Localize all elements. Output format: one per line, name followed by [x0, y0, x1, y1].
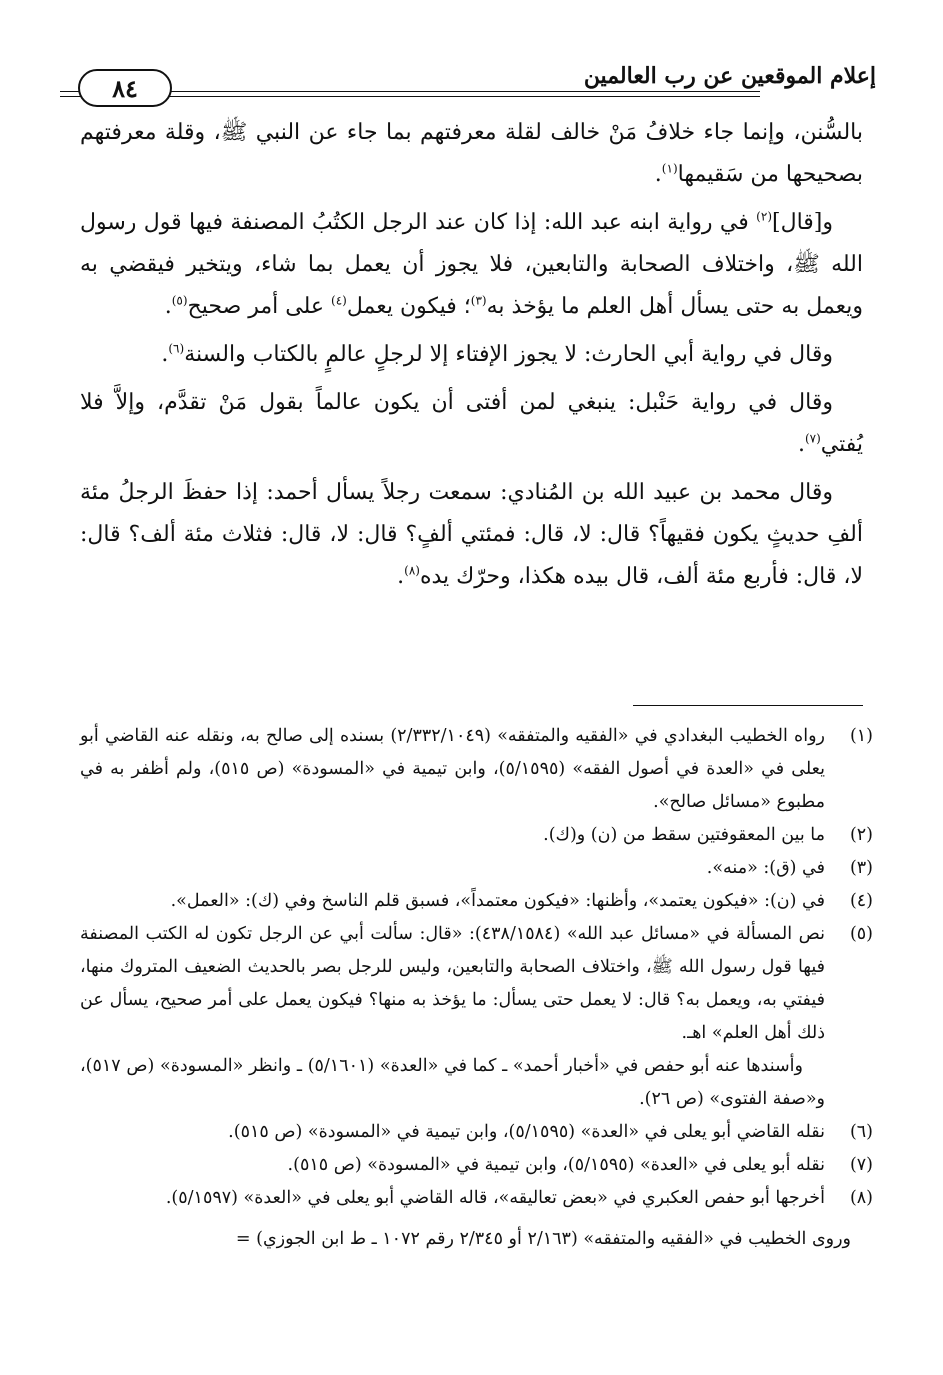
footnote-ref: (١): [661, 161, 678, 176]
footnote-number: (٥): [849, 924, 873, 944]
footnote-number: (١): [849, 726, 873, 746]
footnote-5-continuation: وأسندها عنه أبو حفص في «أخبار أحمد» ـ كما في «العدة» (٥/١٦٠١) ـ وانظر «المسودة» (ص ٥١٧)، و«صفة الفتوى» (ص ٢٦).: [80, 1056, 825, 1109]
footnote-1: [80, 720, 873, 819]
paragraph-text: وقال محمد بن عبيد الله بن المُنادي: سمعت رجلاً يسأل أحمد: إذا حفظَ الرجلُ مئة ألفِ حديثٍ يكون فقيهاً؟ قال: لا، قال: فمئتي ألفٍ؟ قال: لا، قال: فثلاث مئة ألف؟ قال: لا، قال: فأربع مئة ألف، قال بيده هكذا، وحرّك يده: [80, 480, 863, 589]
page-number: ٨٤: [78, 69, 172, 107]
footnote-ref: (٦): [168, 341, 185, 356]
paragraph-2: و[قال]$^{(٢)}$ في رواية ابنه عبد الله: إذا كان عند الرجل الكتُبُ المصنفة فيها قول رسول الله ﷺ، واختلاف الصحابة والتابعين، فلا يجوز أن يعمل بما شاء، ويتخير فيقضي به ويعمل به حتى يسأل أهل العلم ما يؤخذ به$^{(٣)}$؛ فيكون يعمل$^{(٤)}$ على أمر صحيح$^{(٥)}$.: [80, 209, 863, 319]
footnote-separator: [633, 705, 863, 706]
footnote-continued-note: وروى الخطيب في «الفقيه والمتفقه» (٢/١٦٣ أو ٢/٣٤٥ رقم ١٠٧٢ ـ ط ابن الجوزي) =: [235, 1229, 851, 1249]
footnote-2: [80, 819, 873, 852]
footnote-ref: (٥): [171, 293, 188, 308]
paragraph-text: بالسُّنن، وإنما جاء خلافُ مَنْ خالف لقلة معرفتهم بما جاء عن النبي ﷺ، وقلة معرفتهم بصحيحها من سَقيمها: [80, 120, 863, 187]
footnote-8: [80, 1182, 873, 1215]
footnote-number: (٦): [849, 1122, 873, 1142]
running-title: إعلام الموقعين عن رب العالمين: [583, 63, 876, 89]
paragraph-4: وقال في رواية حَنْبل: ينبغي لمن أفتى أن يكون عالماً بقول مَنْ تقدَّم، وإلاَّ فلا يُفتي$^{(٧)}$.: [80, 390, 863, 457]
footnote-4: [80, 885, 873, 918]
footnote-text: نقله أبو يعلى في «العدة» (٥/١٥٩٥)، وابن تيمية في «المسودة» (ص ٥١٥).: [287, 1155, 825, 1175]
footnote-text: في (ق): «منه».: [706, 858, 825, 878]
paragraph-5: وقال محمد بن عبيد الله بن المُنادي: سمعت رجلاً يسأل أحمد: إذا حفظَ الرجلُ مئة ألفِ حديثٍ يكون فقيهاً؟ قال: لا، قال: فمئتي ألفٍ؟ قال: لا، قال: فثلاث مئة ألف؟ قال: لا، قال: فأربع مئة ألف، قال بيده هكذا، وحرّك يده$^{(٨)}$.: [80, 480, 863, 589]
footnote-number: (٤): [849, 891, 873, 911]
footnote-text: في (ن): «فيكون يعتمد»، وأظنها: «فيكون معتمداً»، فسبق قلم الناسخ وفي (ك): «العمل».: [170, 891, 825, 911]
footnote-number: (٨): [849, 1188, 873, 1208]
footnote-text: ما بين المعقوفتين سقط من (ن) و(ك).: [543, 825, 825, 845]
footnotes: [80, 720, 873, 1256]
footnote-ref: (٨): [404, 563, 420, 578]
footnote-ref: (٣): [470, 293, 487, 308]
footnote-ref: (٧): [804, 431, 821, 446]
footnote-3: [80, 852, 873, 885]
footnote-7: [80, 1149, 873, 1182]
paragraph-1: بالسُّنن، وإنما جاء خلافُ مَنْ خالف لقلة معرفتهم بما جاء عن النبي ﷺ، وقلة معرفتهم بصحيحها من سَقيمها$^{(١)}$.: [80, 120, 863, 187]
paragraph-3: وقال في رواية أبي الحارث: لا يجوز الإفتاء إلا لرجلٍ عالمٍ بالكتاب والسنة$^{(٦)}$.: [161, 341, 833, 367]
main-text: [80, 112, 863, 604]
footnote-text: نقله القاضي أبو يعلى في «العدة» (٥/١٥٩٥)، وابن تيمية في «المسودة» (ص ٥١٥).: [228, 1122, 825, 1142]
footnote-number: (٢): [849, 825, 873, 845]
footnote-ref: (٤): [331, 293, 347, 308]
footnote-text: رواه الخطيب البغدادي في «الفقيه والمتفقه» (٢/٣٣٢/١٠٤٩) بسنده إلى صالح به، ونقله عنه القاضي أبو يعلى في «العدة في أصول الفقه» (٥/١٥٩٥)، وابن تيمية في «المسودة» (ص ٥١٥)، ولم أظفر به في مطبوع «مسائل صالح».: [80, 726, 825, 812]
paragraph-text: على أمر صحيح: [187, 294, 332, 319]
footnote-6: [80, 1116, 873, 1149]
paragraph-text: وقال في رواية أبي الحارث: لا يجوز الإفتاء إلا لرجلٍ عالمٍ بالكتاب والسنة: [184, 342, 833, 367]
paragraph-text: ؛ فيكون يعمل: [346, 294, 471, 319]
footnote-number: (٧): [849, 1155, 873, 1175]
footnote-number: (٣): [849, 858, 873, 878]
paragraph-text: و[قال]: [772, 210, 833, 235]
page-header: [60, 55, 888, 105]
footnote-text: نص المسألة في «مسائل عبد الله» (٤٣٨/١٥٨٤): «قال: سألت أبي عن الرجل تكون له الكتب المصنفة فيها قول رسول الله ﷺ، واختلاف الصحابة والتابعين، وليس للرجل بصر بالحديث الضعيف المتروك منها، فيفتي به، ويعمل به؟ قال: لا يعمل حتى يسأل: ما يؤخذ به منها؟ فيكون يعمل على أمر صحيح، يسأل عن ذلك أهل العلم» اهـ.: [80, 924, 825, 1043]
footnote-5: [80, 918, 873, 1050]
footnote-ref: (٢): [756, 209, 772, 224]
paragraph-text: وقال في رواية حَنْبل: ينبغي لمن أفتى أن يكون عالماً بقول مَنْ تقدَّم، وإلاَّ فلا يُفتي: [80, 390, 863, 457]
paragraph-text: في رواية ابنه عبد الله: إذا كان عند الرجل الكتُبُ المصنفة فيها قول رسول الله ﷺ، واختلاف الصحابة والتابعين، فلا يجوز أن يعمل بما شاء، ويتخير فيقضي به ويعمل به حتى يسأل أهل العلم ما يؤخذ به: [80, 210, 863, 319]
footnote-text: أخرجها أبو حفص العكبري في «بعض تعاليقه»، قاله القاضي أبو يعلى في «العدة» (٥/١٥٩٧).: [165, 1188, 825, 1208]
